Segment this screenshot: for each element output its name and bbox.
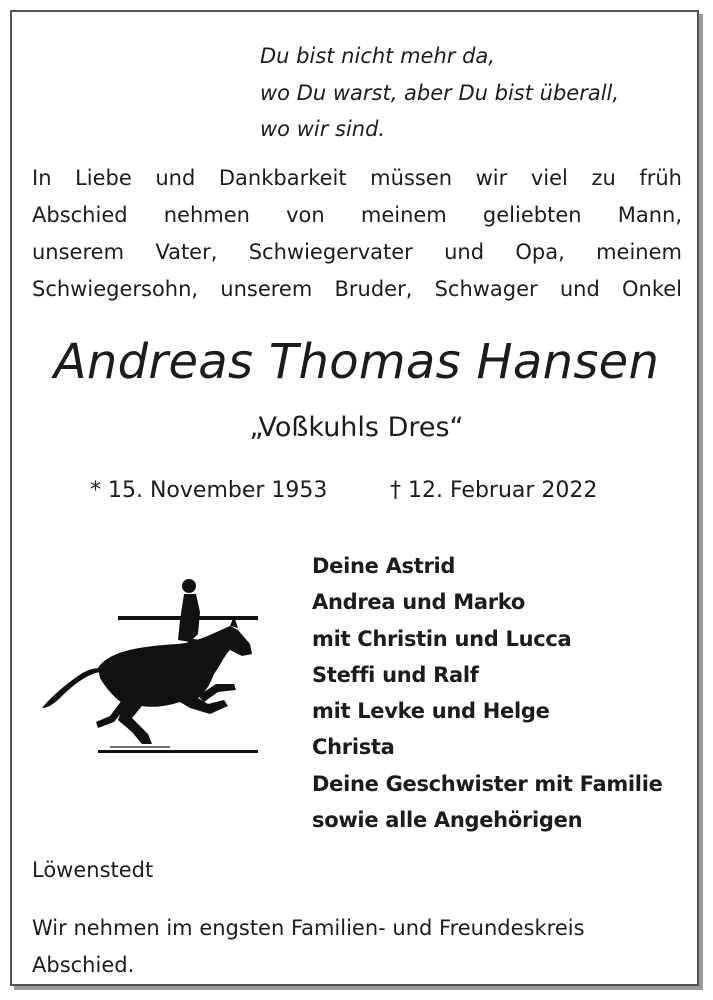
death-date: † 12. Februar 2022 xyxy=(390,478,598,503)
poem-line: wo wir sind. xyxy=(260,117,386,141)
birth-date: * 15. November 1953 xyxy=(90,478,328,503)
poem xyxy=(260,38,700,148)
deceased-name: Andreas Thomas Hansen xyxy=(53,334,660,390)
poem-line: Du bist nicht mehr da, xyxy=(260,44,495,68)
place-name: Löwenstedt xyxy=(32,858,154,882)
mourner-line: Andrea und Marko xyxy=(312,590,526,615)
obituary-notice xyxy=(10,10,699,986)
intro-line: Abschied nehmen von meinem geliebten Mann, xyxy=(32,203,682,227)
mourner-line: sowie alle Angehörigen xyxy=(312,808,583,833)
mourner-line: mit Levke und Helge xyxy=(312,699,550,724)
closing-text xyxy=(32,910,692,984)
mourner-line: Christa xyxy=(312,735,395,760)
intro-line: In Liebe und Dankbarkeit müssen wir viel zu früh xyxy=(32,166,682,190)
closing-line: Abschied. xyxy=(32,953,135,977)
deceased-nickname: „Voßkuhls Dres“ xyxy=(249,412,464,443)
mourners-list xyxy=(312,548,692,838)
mourner-line: Deine Astrid xyxy=(312,554,456,578)
horse-rider-silhouette-icon xyxy=(38,572,258,762)
poem-line: wo Du warst, aber Du bist überall, xyxy=(260,80,620,105)
intro-line: unserem Vater, Schwiegervater und Opa, meinem xyxy=(32,240,682,264)
intro-line: Schwiegersohn, unserem Bruder, Schwager und Onkel xyxy=(32,277,682,301)
mourner-line: Steffi und Ralf xyxy=(312,662,479,687)
intro-text xyxy=(32,160,682,308)
mourner-line: Deine Geschwister mit Familie xyxy=(312,771,663,796)
closing-line: Wir nehmen im engsten Familien- und Freundeskreis xyxy=(32,916,585,940)
mourner-line: mit Christin und Lucca xyxy=(312,626,572,651)
